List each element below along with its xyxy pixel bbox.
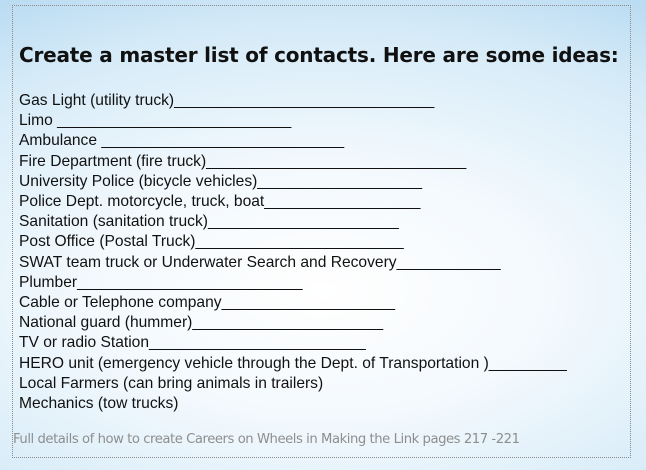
footer-note: Full details of how to create Careers on Wheels in Making the Link pages 217 -221 [13,432,520,447]
contacts-list [19,91,567,414]
list-item: National guard (hummer)______________________ [19,314,384,332]
slide-heading: Create a master list of contacts. Here are some ideas: [19,43,619,67]
list-item: Plumber__________________________ [19,273,303,291]
list-item: Gas Light (utility truck)______________________________ [19,92,435,109]
list-item: Limo ___________________________ [19,112,292,130]
list-item: Post Office (Postal Truck)________________________ [19,233,404,251]
list-item: Local Farmers (can bring animals in trailers) [19,374,324,392]
list-item: Mechanics (tow trucks) [19,395,179,413]
list-item: Police Dept. motorcycle, truck, boat__________________ [19,193,421,211]
list-item: Ambulance ____________________________ [19,132,345,150]
list-item: Sanitation (sanitation truck)______________________ [19,213,399,231]
list-item: HERO unit (emergency vehicle through the Dept. of Transportation )_________ [19,354,567,372]
list-item: Cable or Telephone company____________________ [19,294,396,312]
list-item: Fire Department (fire truck)______________________________ [19,152,467,170]
list-item: TV or radio Station_________________________ [19,334,366,352]
list-item: University Police (bicycle vehicles)___________________ [19,172,423,190]
list-item: SWAT team truck or Underwater Search and Recovery____________ [19,253,501,271]
